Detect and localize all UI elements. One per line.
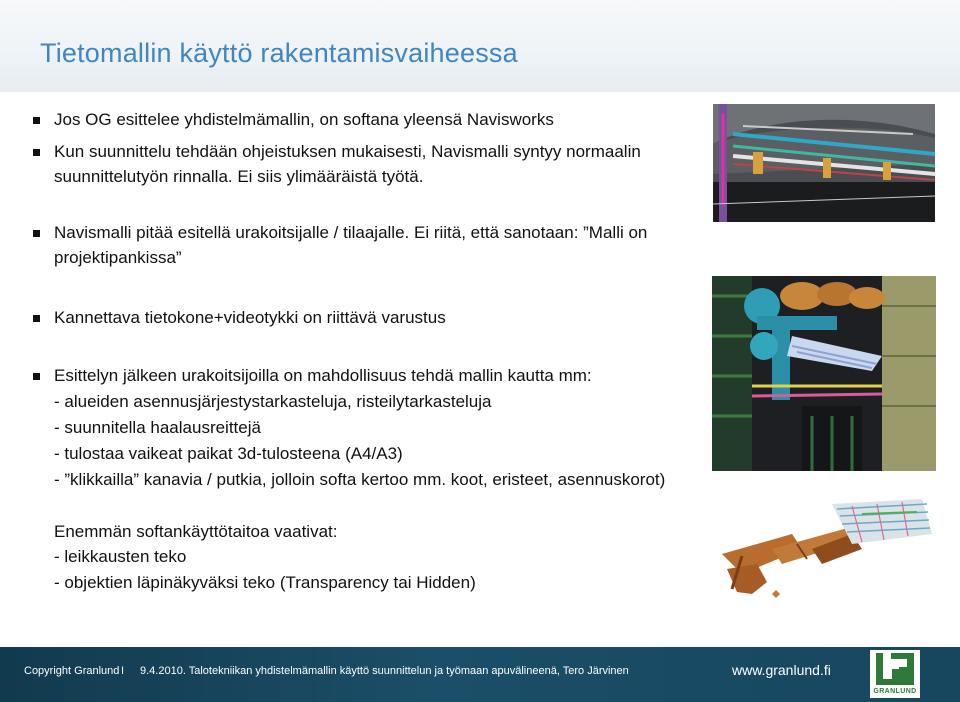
bullet-marker (33, 149, 40, 156)
footer-copyright: Copyright Granlund (24, 665, 120, 677)
bullet-5-line-1: Esittelyn jälkeen urakoitsijoilla on mahdollisuus tehdä mallin kautta mm: (54, 366, 592, 385)
bullet-marker (33, 315, 40, 322)
plain-line-2: - leikkausten teko (54, 547, 187, 566)
plain-line-1: Enemmän softankäyttötaitoa vaativat: (54, 522, 338, 541)
bullet-marker (33, 117, 40, 124)
bullet-marker (33, 373, 40, 380)
bullet-3-line-1: Navismalli pitää esitellä urakoitsijalle / tilaajalle. Ei riitä, että sanotaan: ”Malli on (54, 223, 648, 242)
bullet-2-line-1: Kun suunnittelu tehdään ohjeistuksen mukaisesti, Navismalli syntyy normaalin (54, 142, 641, 161)
plain-line-3: - objektien läpinäkyväksi teko (Transparency tai Hidden) (54, 573, 476, 592)
bullet-5-line-5: - ”klikkailla” kanavia / putkia, jolloin softa kertoo mm. koot, eristeet, asennuskorot) (54, 470, 666, 489)
footer-url-link[interactable]: www.granlund.fi (732, 662, 831, 678)
logo-mark-icon (870, 650, 920, 688)
bullet-5-line-3: - suunnitella haalausreittejä (54, 418, 261, 437)
duct-model-image (712, 276, 936, 471)
footer-separator: I (121, 665, 125, 677)
bullet-3-line-2: projektipankissa” (54, 248, 182, 267)
tunnel-render-image (713, 104, 935, 222)
logo-text: GRANLUND (873, 688, 917, 695)
bullet-1-line-1: Jos OG esittelee yhdistelmämallin, on softana yleensä Navisworks (54, 110, 554, 129)
slide-title: Tietomallin käyttö rakentamisvaiheessa (40, 38, 518, 68)
bullet-marker (33, 230, 40, 237)
bullet-5-line-2: - alueiden asennusjärjestystarkasteluja, risteilytarkasteluja (54, 392, 492, 411)
building-overview-image (712, 494, 936, 610)
bullet-4-line-1: Kannettava tietokone+videotykki on riittävä varustus (54, 308, 446, 327)
bullet-2-line-2: suunnittelutyön rinnalla. Ei siis ylimääräistä työtä. (54, 167, 424, 186)
footer-date-info: 9.4.2010. Talotekniikan yhdistelmämallin käyttö suunnittelun ja työmaan apuvälineenä, Tero Järvinen (140, 665, 629, 677)
granlund-logo (870, 650, 920, 698)
bullet-5-line-4: - tulostaa vaikeat paikat 3d-tulosteena (A4/A3) (54, 444, 403, 463)
